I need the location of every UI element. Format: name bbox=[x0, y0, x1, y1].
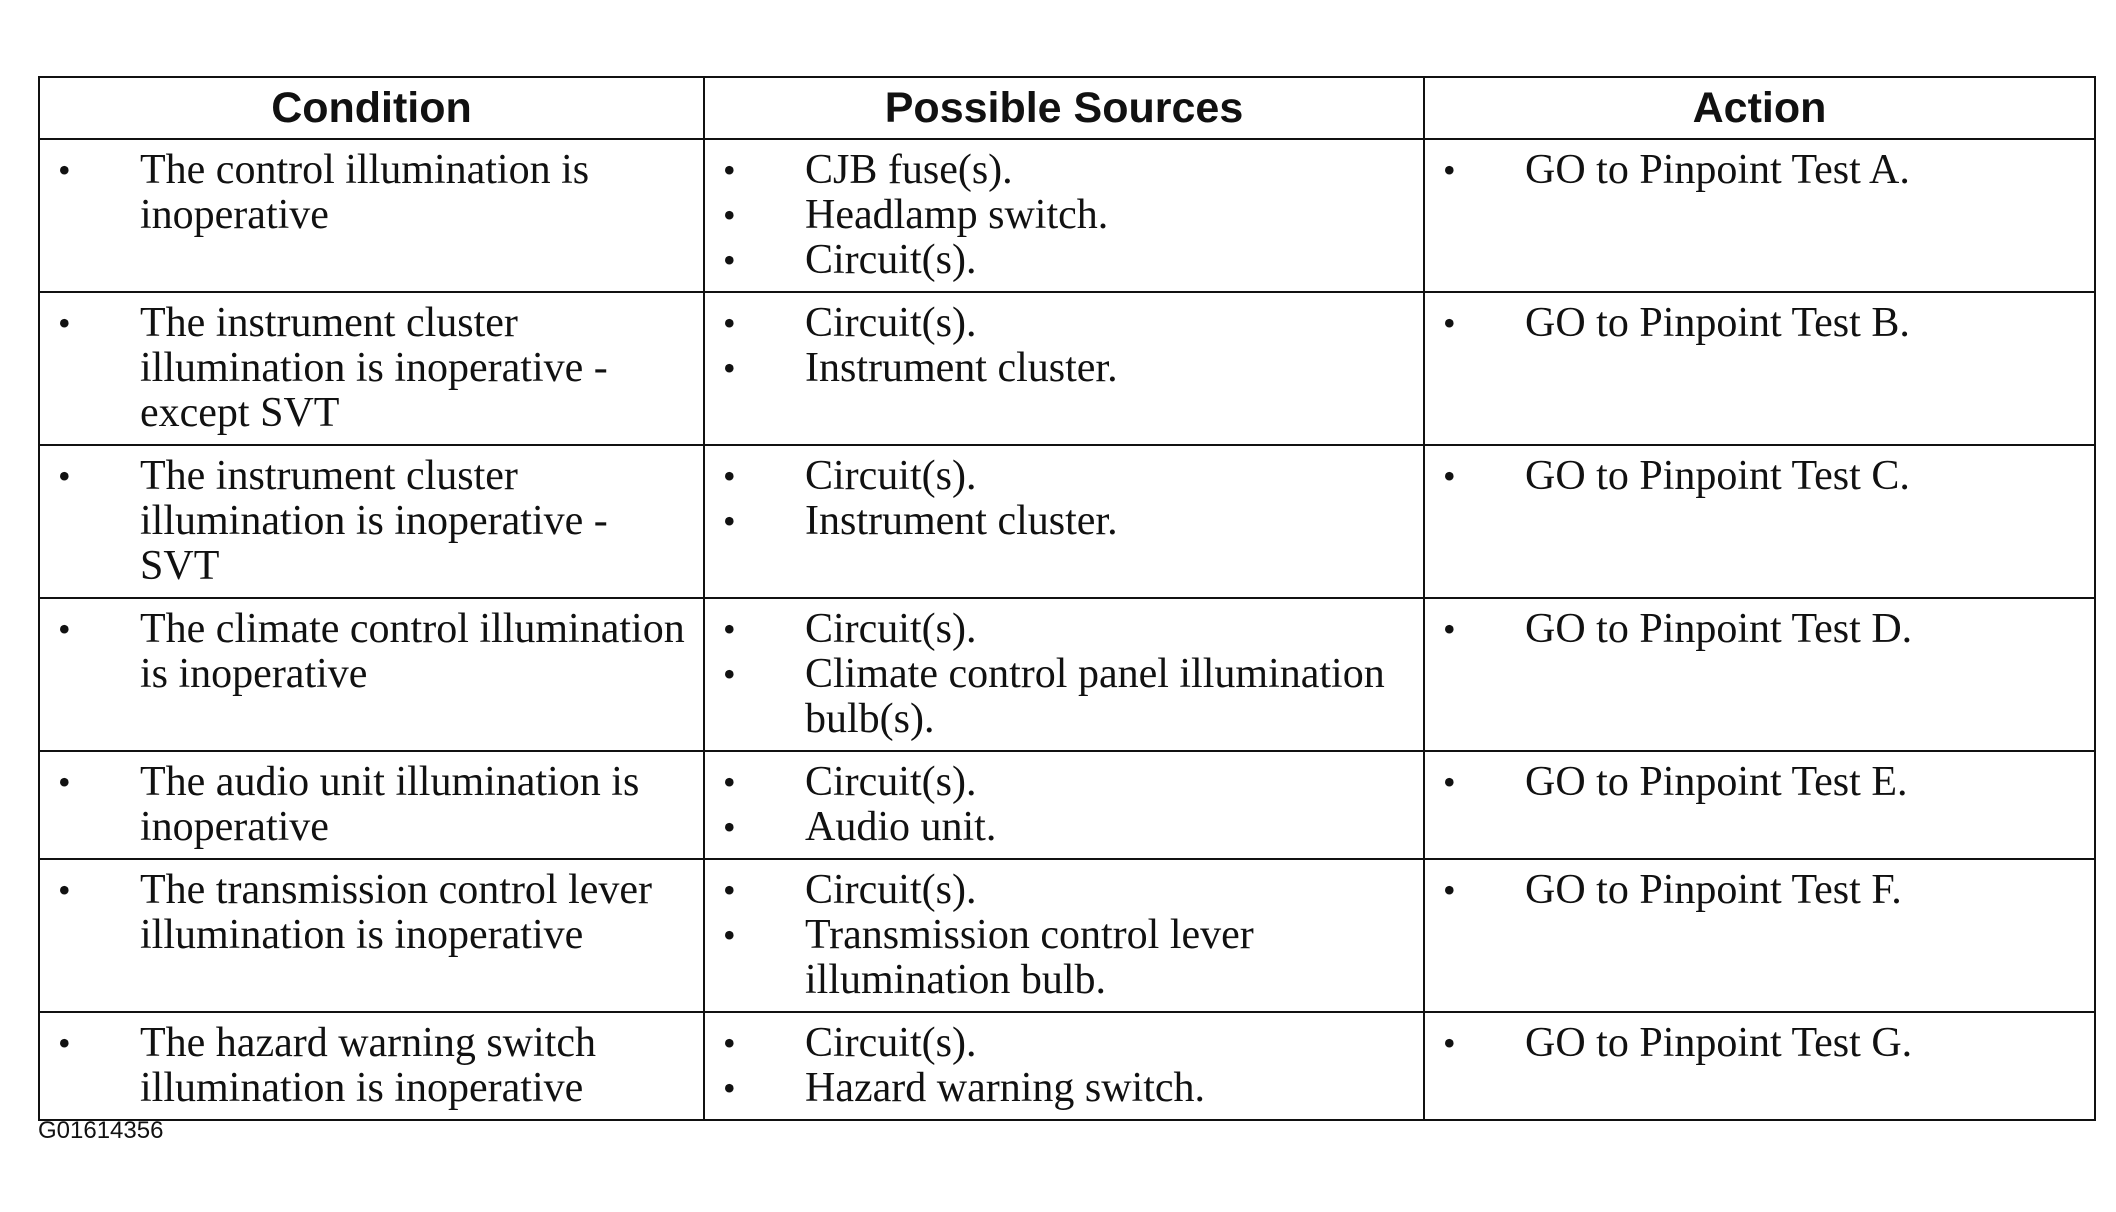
condition-cell bbox=[39, 1012, 704, 1120]
symptom-chart bbox=[38, 76, 2094, 1121]
source-text: Headlamp switch. bbox=[805, 192, 1109, 238]
list-item bbox=[1439, 301, 2084, 346]
bullet-icon: • bbox=[723, 1023, 736, 1063]
condition-cell bbox=[39, 751, 704, 859]
condition-text: The hazard warning switch illumination is inoperative bbox=[140, 1020, 596, 1111]
list-item bbox=[54, 1021, 693, 1111]
action-cell bbox=[1424, 859, 2095, 1012]
table-row bbox=[39, 598, 2095, 751]
list-item bbox=[719, 913, 1413, 1003]
list-item bbox=[719, 652, 1413, 742]
source-text: Circuit(s). bbox=[805, 300, 977, 346]
bullet-icon: • bbox=[1443, 870, 1456, 910]
table-row bbox=[39, 751, 2095, 859]
action-cell bbox=[1424, 1012, 2095, 1120]
bullet-icon: • bbox=[723, 915, 736, 955]
list-item bbox=[719, 148, 1413, 193]
table-row bbox=[39, 445, 2095, 598]
list-item bbox=[1439, 760, 2084, 805]
condition-cell bbox=[39, 139, 704, 292]
list-item bbox=[719, 346, 1413, 391]
action-text: GO to Pinpoint Test A. bbox=[1525, 147, 1910, 193]
list-item bbox=[54, 868, 693, 958]
list-item bbox=[719, 1021, 1413, 1066]
action-cell bbox=[1424, 598, 2095, 751]
list-item bbox=[1439, 1021, 2084, 1066]
list-item bbox=[719, 607, 1413, 652]
sources-cell bbox=[704, 139, 1424, 292]
list-item bbox=[719, 499, 1413, 544]
action-text: GO to Pinpoint Test B. bbox=[1525, 300, 1910, 346]
action-cell bbox=[1424, 139, 2095, 292]
bullet-icon: • bbox=[58, 609, 71, 649]
header-condition: Condition bbox=[39, 77, 704, 139]
list-item bbox=[54, 607, 693, 697]
source-text: Circuit(s). bbox=[805, 759, 977, 805]
action-cell bbox=[1424, 292, 2095, 445]
bullet-icon: • bbox=[723, 609, 736, 649]
list-item bbox=[1439, 454, 2084, 499]
list-item bbox=[54, 301, 693, 436]
header-row bbox=[39, 77, 2095, 139]
bullet-icon: • bbox=[58, 1023, 71, 1063]
action-text: GO to Pinpoint Test E. bbox=[1525, 759, 1908, 805]
sources-cell bbox=[704, 445, 1424, 598]
list-item bbox=[54, 148, 693, 238]
bullet-icon: • bbox=[1443, 1023, 1456, 1063]
condition-text: The control illumination is inoperative bbox=[140, 147, 590, 238]
condition-cell bbox=[39, 292, 704, 445]
sources-cell bbox=[704, 751, 1424, 859]
condition-text: The climate control illumination is inoperative bbox=[140, 606, 685, 697]
list-item bbox=[54, 454, 693, 589]
source-text: Instrument cluster. bbox=[805, 345, 1118, 391]
source-text: Circuit(s). bbox=[805, 606, 977, 652]
list-item bbox=[719, 301, 1413, 346]
bullet-icon: • bbox=[58, 762, 71, 802]
sources-cell bbox=[704, 859, 1424, 1012]
source-text: Circuit(s). bbox=[805, 867, 977, 913]
list-item bbox=[54, 760, 693, 850]
bullet-icon: • bbox=[58, 456, 71, 496]
action-cell bbox=[1424, 751, 2095, 859]
action-text: GO to Pinpoint Test D. bbox=[1525, 606, 1913, 652]
symptom-table bbox=[38, 76, 2096, 1121]
condition-text: The instrument cluster illumination is inoperative - except SVT bbox=[140, 300, 608, 436]
source-text: Audio unit. bbox=[805, 804, 997, 850]
bullet-icon: • bbox=[1443, 762, 1456, 802]
list-item bbox=[719, 238, 1413, 283]
action-text: GO to Pinpoint Test G. bbox=[1525, 1020, 1913, 1066]
list-item bbox=[719, 805, 1413, 850]
table-row bbox=[39, 139, 2095, 292]
condition-cell bbox=[39, 445, 704, 598]
bullet-icon: • bbox=[723, 150, 736, 190]
bullet-icon: • bbox=[723, 501, 736, 541]
source-text: CJB fuse(s). bbox=[805, 147, 1013, 193]
sources-cell bbox=[704, 292, 1424, 445]
bullet-icon: • bbox=[723, 348, 736, 388]
list-item bbox=[719, 868, 1413, 913]
figure-id: G01614356 bbox=[38, 1117, 164, 1144]
bullet-icon: • bbox=[723, 870, 736, 910]
list-item bbox=[719, 454, 1413, 499]
condition-cell bbox=[39, 598, 704, 751]
source-text: Transmission control lever illumination bulb. bbox=[805, 912, 1254, 1003]
bullet-icon: • bbox=[723, 195, 736, 235]
source-text: Circuit(s). bbox=[805, 237, 977, 283]
table-row bbox=[39, 1012, 2095, 1120]
source-text: Circuit(s). bbox=[805, 1020, 977, 1066]
condition-text: The instrument cluster illumination is inoperative - SVT bbox=[140, 453, 608, 589]
list-item bbox=[719, 760, 1413, 805]
bullet-icon: • bbox=[723, 654, 736, 694]
sources-cell bbox=[704, 598, 1424, 751]
bullet-icon: • bbox=[723, 240, 736, 280]
list-item bbox=[1439, 868, 2084, 913]
bullet-icon: • bbox=[1443, 456, 1456, 496]
bullet-icon: • bbox=[723, 303, 736, 343]
bullet-icon: • bbox=[58, 870, 71, 910]
table-row bbox=[39, 292, 2095, 445]
action-cell bbox=[1424, 445, 2095, 598]
bullet-icon: • bbox=[723, 456, 736, 496]
table-row bbox=[39, 859, 2095, 1012]
action-text: GO to Pinpoint Test C. bbox=[1525, 453, 1910, 499]
action-text: GO to Pinpoint Test F. bbox=[1525, 867, 1902, 913]
list-item bbox=[1439, 607, 2084, 652]
source-text: Instrument cluster. bbox=[805, 498, 1118, 544]
bullet-icon: • bbox=[723, 1068, 736, 1108]
source-text: Circuit(s). bbox=[805, 453, 977, 499]
bullet-icon: • bbox=[58, 150, 71, 190]
bullet-icon: • bbox=[58, 303, 71, 343]
condition-text: The transmission control lever illumination is inoperative bbox=[140, 867, 653, 958]
condition-cell bbox=[39, 859, 704, 1012]
header-action: Action bbox=[1424, 77, 2095, 139]
bullet-icon: • bbox=[723, 762, 736, 802]
list-item bbox=[719, 193, 1413, 238]
bullet-icon: • bbox=[723, 807, 736, 847]
source-text: Hazard warning switch. bbox=[805, 1065, 1206, 1111]
bullet-icon: • bbox=[1443, 150, 1456, 190]
sources-cell bbox=[704, 1012, 1424, 1120]
bullet-icon: • bbox=[1443, 303, 1456, 343]
bullet-icon: • bbox=[1443, 609, 1456, 649]
source-text: Climate control panel illumination bulb(s). bbox=[805, 651, 1385, 742]
header-possible-sources: Possible Sources bbox=[704, 77, 1424, 139]
list-item bbox=[719, 1066, 1413, 1111]
condition-text: The audio unit illumination is inoperative bbox=[140, 759, 640, 850]
list-item bbox=[1439, 148, 2084, 193]
